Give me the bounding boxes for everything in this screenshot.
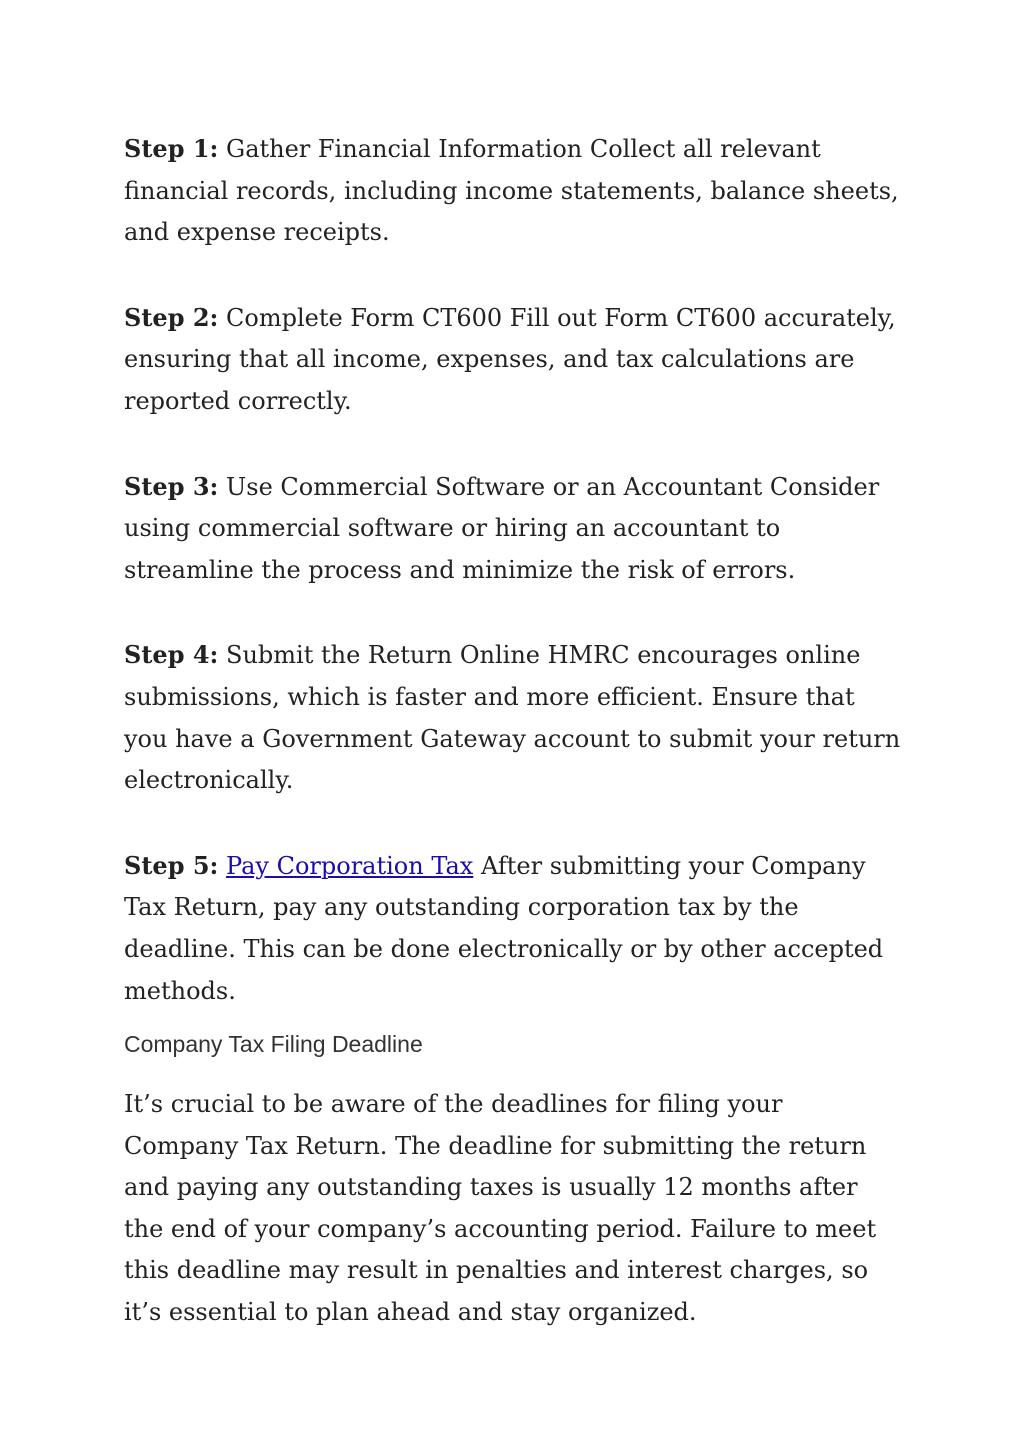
step-5 xyxy=(124,845,904,1012)
step-4 xyxy=(124,634,904,801)
step-4-text: Submit the Return Online HMRC encourages online submissions, which is faster and more efficient. Ensure that you have a Government Gateway account to submit your return electronically. xyxy=(124,641,901,795)
step-4-label: Step 4: xyxy=(124,640,219,670)
step-1-label: Step 1: xyxy=(124,134,219,163)
step-2 xyxy=(124,297,904,423)
step-5-text: After submitting your Company Tax Return, pay any outstanding corporation tax by the deadline. This can be done electronically or by other accepted methods. xyxy=(124,851,884,1005)
step-1-text: Gather Financial Information Collect all relevant financial records, including income statements, balance sheets, and expense receipts. xyxy=(124,135,899,247)
deadline-heading: Company Tax Filing Deadline xyxy=(124,1031,423,1058)
pay-corporation-tax-link[interactable]: Pay Corporation Tax xyxy=(226,851,474,880)
step-1 xyxy=(124,128,904,254)
step-3 xyxy=(124,466,904,592)
deadline-paragraph: It’s crucial to be aware of the deadlines for filing your Company Tax Return. The deadline for submitting the return and paying any outstanding taxes is usually 12 months after the end of your company’s accounting period. Failure to meet this deadline may result in penalties and interest charges, so it’s essential to plan ahead and stay organized. xyxy=(124,1090,877,1327)
step-5-label: Step 5: xyxy=(124,850,219,880)
step-3-label: Step 3: xyxy=(124,471,219,501)
document-page xyxy=(124,128,904,1334)
step-2-text: Complete Form CT600 Fill out Form CT600 accurately, ensuring that all income, expenses, and tax calculations are reported correctly. xyxy=(124,303,896,415)
step-3-text: Use Commercial Software or an Accountant Consider using commercial software or hiring an accountant to streamline the process and minimize the risk of errors. xyxy=(124,472,880,584)
step-2-label: Step 2: xyxy=(124,302,219,332)
